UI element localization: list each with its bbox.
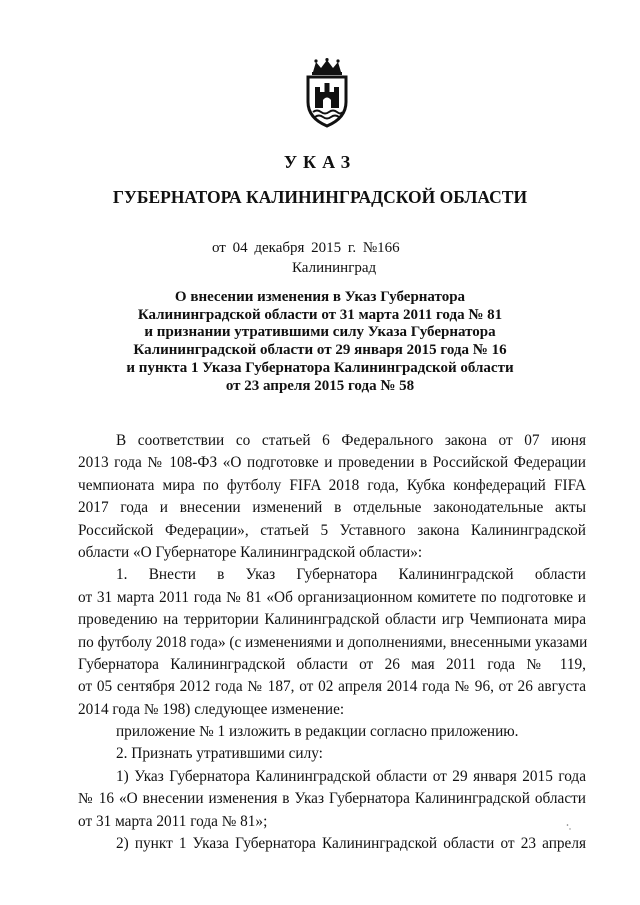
body-line: В соответствии со статьей 6 Федерального закона от 07 июня: [116, 432, 586, 449]
body-line: Губернатора Калининградской области от 26 мая 2011 года № 119,: [78, 655, 586, 673]
body-line: от 31 марта 2011 года № 81 «Об организационном комитете по подготовке и: [78, 588, 586, 606]
issuer-heading: ГУБЕРНАТОРА КАЛИНИНГРАДСКОЙ ОБЛАСТИ: [112, 187, 528, 207]
title-line: и признании утратившими силу Указа Губернатора: [144, 324, 496, 341]
document-type: УКАЗ: [283, 152, 357, 172]
scan-speck-icon: [566, 823, 572, 833]
title-line: О внесении изменения в Указ Губернатора: [174, 289, 466, 305]
body-line: 1. Внести в Указ Губернатора Калининградской области: [116, 566, 586, 584]
body-line: области «О Губернаторе Калининградской области»:: [78, 543, 423, 561]
body-line: приложение № 1 изложить в редакции согласно приложению.: [116, 723, 519, 741]
title-line: Калининградской области от 29 января 2015 года № 16: [133, 342, 507, 359]
document-body: [78, 430, 586, 855]
city: Калининград: [292, 260, 377, 276]
body-line: по футболу 2018 года» (с изменениями и дополнениями, внесенными указами: [78, 633, 588, 651]
body-line: от 31 марта 2011 года № 81»;: [78, 812, 268, 830]
title-line: Калининградской области от 31 марта 2011 года № 81: [137, 306, 503, 323]
document-title: [0, 289, 640, 395]
coat-of-arms-icon: [304, 58, 350, 128]
body-line: 2014 года № 198) следующее изменение:: [78, 700, 345, 718]
title-line: и пункта 1 Указа Губернатора Калининградской области: [126, 359, 514, 376]
body-line: чемпионата мира по футболу FIFA 2018 года, Кубка конфедераций FIFA: [78, 476, 586, 494]
body-line: Российской Федерации», статьей 5 Уставного закона Калининградской: [78, 521, 586, 539]
body-line: 2017 года и внесении изменений в отдельные законодательные акты: [78, 499, 586, 517]
date-number-line: от 04 декабря 2015 г. №166: [212, 240, 400, 256]
body-line: от 05 сентября 2012 года № 187, от 02 апреля 2014 года № 96, от 26 августа: [78, 678, 586, 696]
body-line: 1) Указ Губернатора Калининградской области от 29 января 2015 года: [116, 767, 586, 785]
title-line: от 23 апреля 2015 года № 58: [225, 377, 415, 394]
body-line: № 16 «О внесении изменения в Указ Губернатора Калининградской области: [78, 790, 586, 808]
body-line: 2013 года № 108-ФЗ «О подготовке и проведении в Российской Федерации: [78, 454, 586, 472]
body-line: 2) пункт 1 Указа Губернатора Калининградской области от 23 апреля: [116, 835, 586, 853]
body-line: 2. Признать утратившими силу:: [116, 745, 323, 763]
body-line: проведению на территории Калининградской области игр Чемпионата мира: [78, 611, 586, 629]
